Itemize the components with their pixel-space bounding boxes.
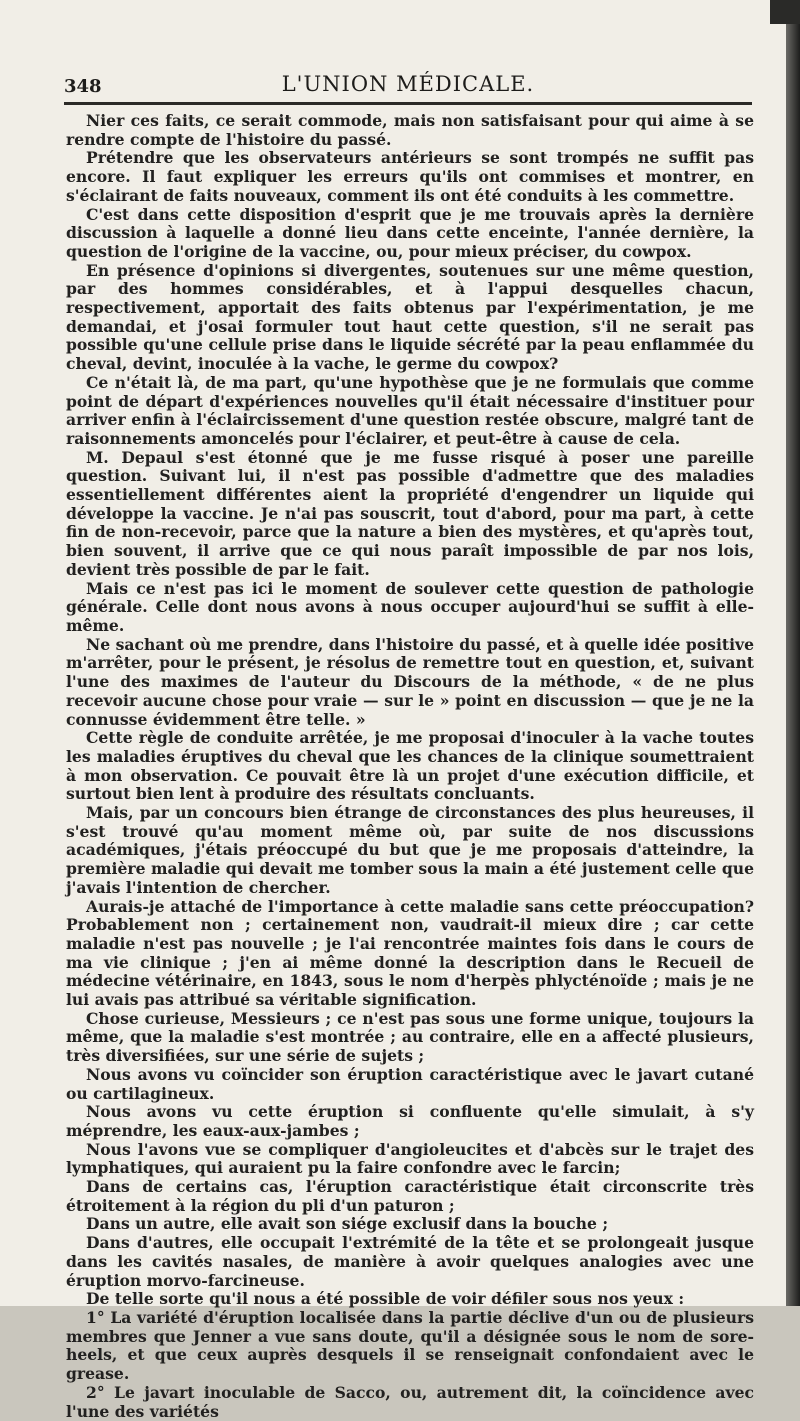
paragraph: Dans de certains cas, l'éruption caractéristique était circonscrite très étroitement à la région du pli d'un paturon ; [66,1177,754,1215]
paragraph: De telle sorte qu'il nous a été possible de voir défiler sous nos yeux : [86,1289,685,1309]
paragraph: Nous l'avons vue se compliquer d'angioleucites et d'abcès sur le trajet des lymphatiques, qui auraient pu la faire confondre avec le farcin; [66,1139,754,1178]
paragraph: Mais, par un concours bien étrange de circonstances des plus heureuses, il s'est trouvé qu'au moment même où, par suite de nos discussions académiques, j'étais préoccupé du but que je me proposais d'atteindre, la première maladie qui devait me tomber sous la main a été justement celle que j'avais l'intention de chercher. [66,803,754,897]
running-title: L'UNION MÉDICALE. [281,72,535,96]
paragraph: Ne sachant où me prendre, dans l'histoire du passé, et à quelle idée positive m'arrêter, pour le présent, je résolus de remettre tout en question, et, suivant l'une des maximes de l'auteur du Discours de la méthode, « de ne plus recevoir aucune chose pour vraie — sur le » point en discussion — que je ne la connusse évidemment être telle. » [66,634,754,729]
paragraph: Nous avons vu cette éruption si confluente qu'elle simulait, à s'y méprendre, les eaux-aux-jambes ; [66,1102,754,1140]
page-edge-shadow [786,0,800,1306]
paragraph: Nous avons vu coïncider son éruption caractéristique avec le javart cutané ou cartilagineux. [66,1064,754,1103]
paragraph: Cette règle de conduite arrêtée, je me proposai d'inoculer à la vache toutes les maladies éruptives du cheval que les chances de la clinique soumettraient à mon observation. Ce pouvait être là un projet d'une exécution difficile, et surtout bien lent à produire des résultats concluants. [66,728,754,804]
page-number: 348 [64,76,102,97]
paragraph: M. Depaul s'est étonné que je me fusse risqué à poser une pareille question. Suivant lui, il n'est pas possible d'admettre que des maladies essentiellement différentes aient la propriété d'engendrer un liquide qui développe la vaccine. Je n'ai pas souscrit, tout d'abord, pour ma part, à cette fin de non-recevoir, parce que la nature a bien des mystères, et qu'après tout, bien souvent, il arrive que ce qui nous paraît impossible de par nos lois, devient très possible de par le fait. [66,447,754,579]
paragraph: En présence d'opinions si divergentes, soutenues sur une même question, par des hommes considérables, et à l'appui desquelles chacun, respectivement, apportait des faits obtenus par l'expérimentation, je me demandai, et j'osai formuler tout haut cette question, s'il ne serait pas possible qu'une cellule prise dans le liquide sécrété par la peau enflammée du cheval, devint, inoculée à la vache, le germe du cowpox? [66,260,754,374]
page-corner-shadow [770,0,800,24]
paragraph: Mais ce n'est pas ici le moment de soulever cette question de pathologie générale. Celle dont nous avons à nous occuper aujourd'hui se suffit à elle-même. [66,578,754,635]
header-rule [64,102,752,105]
paragraph: Prétendre que les observateurs antérieurs se sont trompés ne suffit pas encore. Il faut expliquer les erreurs qu'ils ont commises et montrer, en s'éclairant de faits nouveaux, comment ils ont été conduits à les commettre. [66,148,754,205]
body-text [66,112,754,1421]
paragraph: Nier ces faits, ce serait commode, mais non satisfaisant pour qui aime à se rendre compte de l'histoire du passé. [66,111,754,149]
paragraph: 1° La variété d'éruption localisée dans la partie déclive d'un ou de plusieurs membres que Jenner a vue sans doute, qu'il a désignée sous le nom de sore-heels, et que ceux auprès desquels il se renseignait confondaient avec le grease. [66,1308,754,1384]
paragraph: C'est dans cette disposition d'esprit que je me trouvais après la dernière discussion à laquelle a donné lieu dans cette enceinte, l'année dernière, la question de l'origine de la vaccine, ou, pour mieux préciser, du cowpox. [66,204,754,261]
paragraph: 2° Le javart inoculable de Sacco, ou, autrement dit, la coïncidence avec l'une des variétés [66,1382,754,1421]
paragraph: Chose curieuse, Messieurs ; ce n'est pas sous une forme unique, toujours la même, que la maladie s'est montrée ; au contraire, elle en a affecté plusieurs, très diversifiées, sur une série de sujets ; [66,1008,754,1066]
paragraph: Dans un autre, elle avait son siége exclusif dans la bouche ; [86,1214,609,1234]
paragraph: Ce n'était là, de ma part, qu'une hypothèse que je ne formulais que comme point de départ d'expériences nouvelles qu'il était nécessaire d'instituer pour arriver enfin à l'éclaircissement d'une question restée obscure, malgré tant de raisonnements amoncelés pour l'éclairer, et peut-être à cause de cela. [66,372,754,448]
paragraph: Aurais-je attaché de l'importance à cette maladie sans cette préoccupation? Probablement non ; certainement non, vaudrait-il mieux dire ; car cette maladie n'est pas nouvelle ; je l'ai rencontrée maintes fois dans le cours de ma vie clinique ; j'en ai même donné la description dans le Recueil de médecine vétérinaire, en 1843, sous le nom d'herpès phlycténoïde ; mais je ne lui avais pas attribué sa véritable signification. [66,896,754,1010]
paragraph: Dans d'autres, elle occupait l'extrémité de la tête et se prolongeait jusque dans les cavités nasales, de manière à avoir quelques analogies avec une éruption morvo-farcineuse. [66,1233,754,1290]
page-header [64,70,752,100]
